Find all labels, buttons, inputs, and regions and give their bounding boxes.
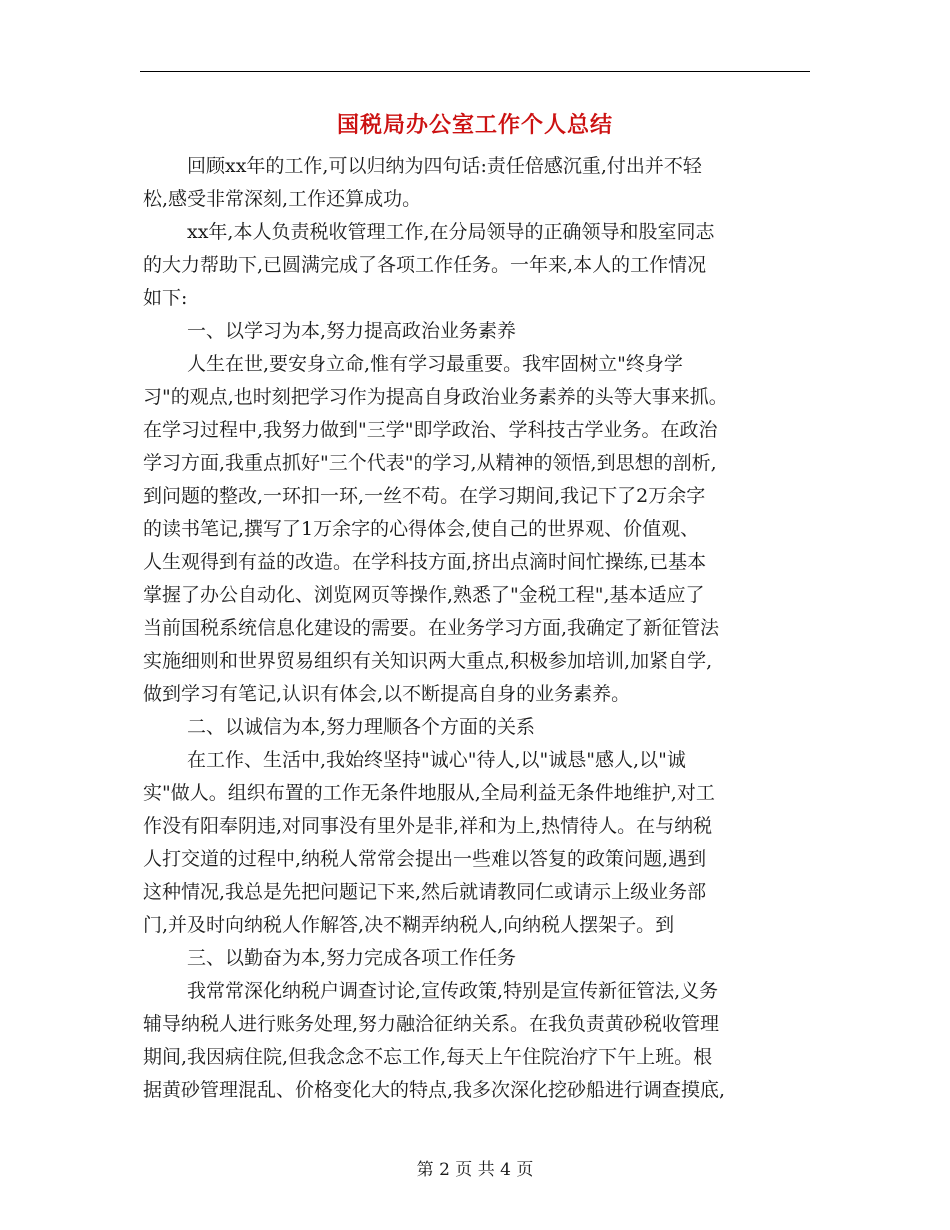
paragraph-line: 的读书笔记,撰写了1万余字的心得体会,使自己的世界观、价值观、	[143, 518, 700, 540]
paragraph-line: 作没有阳奉阴违,对同事没有里外是非,祥和为上,热情待人。在与纳税	[143, 815, 713, 837]
paragraph-line: 人打交道的过程中,纳税人常常会提出一些难以答复的政策问题,遇到	[143, 848, 707, 870]
paragraph-line: 做到学习有笔记,认识有体会,以不断提高自身的业务素养。	[143, 683, 631, 705]
page-number-footer: 第 2 页 共 4 页	[416, 1160, 534, 1180]
paragraph-line: 掌握了办公自动化、浏览网页等操作,熟悉了"金税工程",基本适应了	[143, 584, 705, 606]
paragraph-line: 人生观得到有益的改造。在学科技方面,挤出点滴时间忙操练,已基本	[143, 551, 707, 573]
section-heading: 一、以学习为本,努力提高政治业务素养	[187, 320, 517, 342]
paragraph-line: 在学习过程中,我努力做到"三学"即学政治、学科技古学业务。在政治	[143, 419, 718, 441]
header-rule	[140, 71, 810, 72]
paragraph-line: 到问题的整改,一环扣一环,一丝不苟。在学习期间,我记下了2万余字	[143, 485, 706, 507]
paragraph-line: 回顾xx年的工作,可以归纳为四句话:责任倍感沉重,付出并不轻	[187, 155, 702, 177]
paragraph-line: 我常常深化纳税户调查讨论,宣传政策,特别是宣传新征管法,义务	[187, 980, 719, 1002]
paragraph-line: 松,感受非常深刻,工作还算成功。	[143, 188, 422, 210]
paragraph-line: 如下:	[143, 287, 188, 309]
paragraph-line: 门,并及时向纳税人作解答,决不糊弄纳税人,向纳税人摆架子。到	[143, 914, 675, 936]
paragraph-line: 实施细则和世界贸易组织有关知识两大重点,积极参加培训,加紧自学,	[143, 650, 713, 672]
section-heading: 二、以诚信为本,努力理顺各个方面的关系	[187, 716, 536, 738]
paragraph-line: 人生在世,要安身立命,惟有学习最重要。我牢固树立"终身学	[187, 353, 683, 375]
paragraph-line: 的大力帮助下,已圆满完成了各项工作任务。一年来,本人的工作情况	[143, 254, 707, 276]
paragraph-line: 期间,我因病住院,但我念念不忘工作,每天上午住院治疗下午上班。根	[143, 1046, 713, 1068]
paragraph-line: 据黄砂管理混乱、价格变化大的特点,我多次深化挖砂船进行调查摸底,	[143, 1079, 726, 1101]
paragraph-line: 这种情况,我总是先把问题记下来,然后就请教同仁或请示上级业务部	[143, 881, 707, 903]
paragraph-line: xx年,本人负责税收管理工作,在分局领导的正确领导和股室同志	[187, 221, 715, 243]
document-title: 国税局办公室工作个人总结	[336, 112, 613, 138]
paragraph-line: 学习方面,我重点抓好"三个代表"的学习,从精神的领悟,到思想的剖析,	[143, 452, 717, 474]
paragraph-line: 在工作、生活中,我始终坚持"诚心"待人,以"诚恳"感人,以"诚	[187, 749, 686, 771]
paragraph-line: 辅导纳税人进行账务处理,努力融洽征纳关系。在我负责黄砂税收管理	[143, 1013, 720, 1035]
section-heading: 三、以勤奋为本,努力完成各项工作任务	[187, 947, 517, 969]
paragraph-line: 习"的观点,也时刻把学习作为提高自身政治业务素养的头等大事来抓。	[143, 386, 728, 408]
paragraph-line: 实"做人。组织布置的工作无条件地服从,全局利益无条件地维护,对工	[143, 782, 715, 804]
paragraph-line: 当前国税系统信息化建设的需要。在业务学习方面,我确定了新征管法	[143, 617, 720, 639]
